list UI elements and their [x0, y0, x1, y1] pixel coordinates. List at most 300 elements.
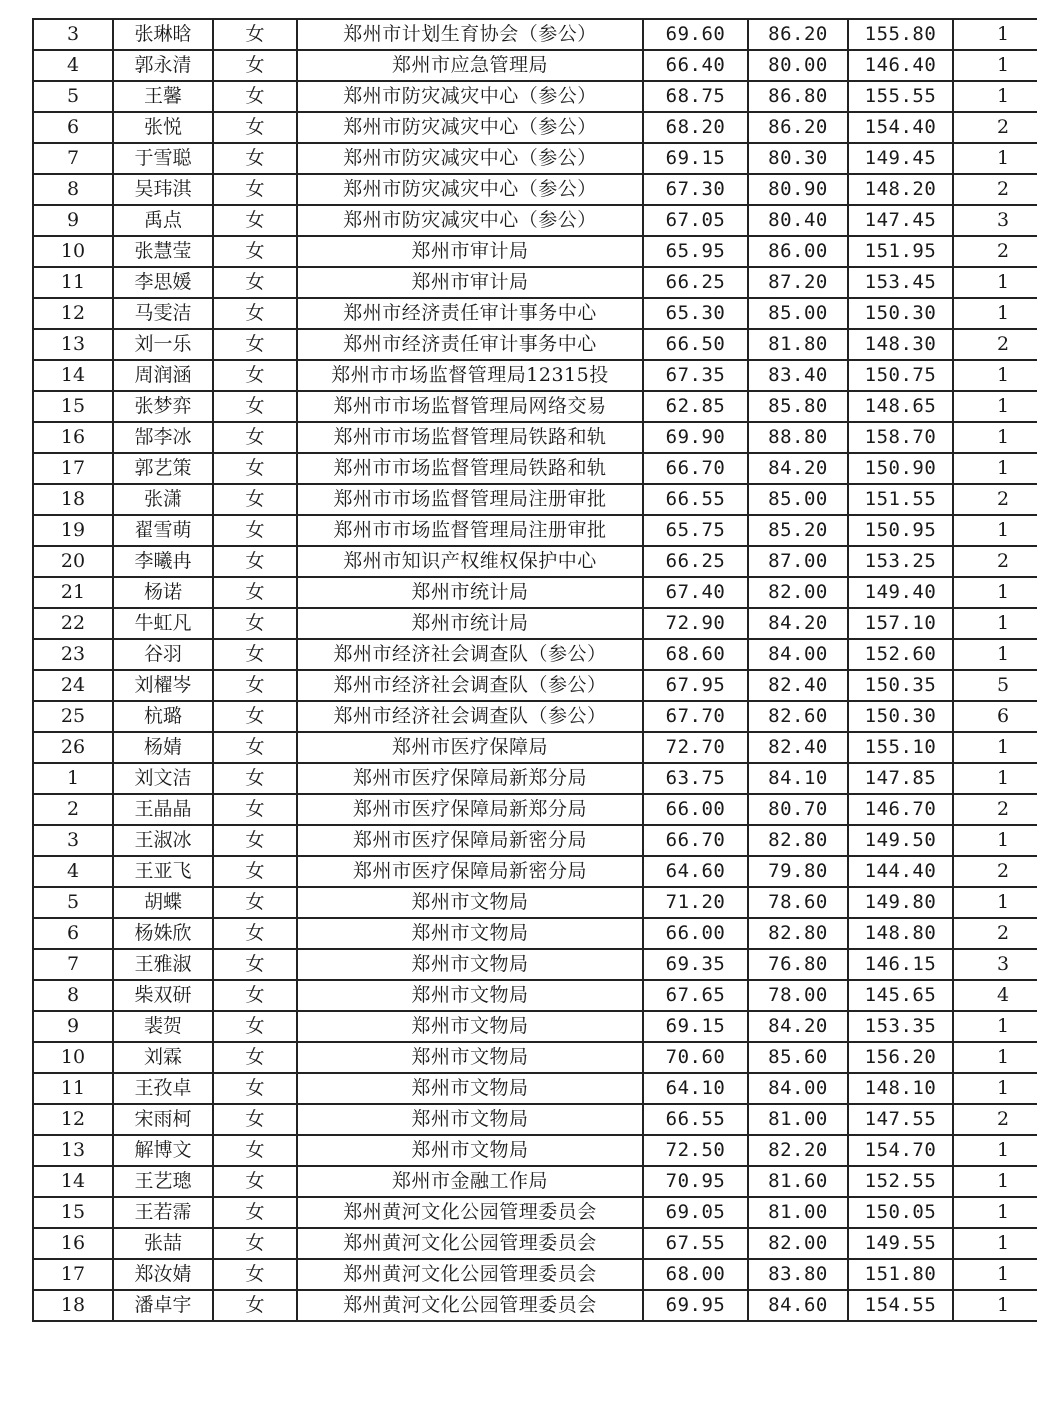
rank-cell: 2	[953, 546, 1037, 577]
rank-cell: 1	[953, 1259, 1037, 1290]
written-score-cell: 69.15	[643, 143, 748, 174]
unit-cell: 郑州市市场监督管理局注册审批	[297, 515, 643, 546]
interview-score-cell: 82.20	[748, 1135, 848, 1166]
gender-cell: 女	[213, 577, 297, 608]
unit-cell: 郑州市医疗保障局新郑分局	[297, 763, 643, 794]
seq-cell: 14	[33, 1166, 113, 1197]
seq-cell: 11	[33, 1073, 113, 1104]
interview-score-cell: 86.00	[748, 236, 848, 267]
gender-cell: 女	[213, 1011, 297, 1042]
table-row	[33, 484, 1037, 515]
written-score-cell: 62.85	[643, 391, 748, 422]
seq-cell: 7	[33, 143, 113, 174]
seq-cell: 20	[33, 546, 113, 577]
interview-score-cell: 80.30	[748, 143, 848, 174]
rank-cell: 3	[953, 205, 1037, 236]
name-cell: 杨婧	[113, 732, 213, 763]
written-score-cell: 64.60	[643, 856, 748, 887]
unit-cell: 郑州黄河文化公园管理委员会	[297, 1259, 643, 1290]
written-score-cell: 72.70	[643, 732, 748, 763]
gender-cell: 女	[213, 50, 297, 81]
written-score-cell: 66.25	[643, 267, 748, 298]
total-score-cell: 144.40	[848, 856, 953, 887]
total-score-cell: 155.10	[848, 732, 953, 763]
name-cell: 胡蝶	[113, 887, 213, 918]
interview-score-cell: 84.20	[748, 1011, 848, 1042]
table-row	[33, 205, 1037, 236]
total-score-cell: 148.30	[848, 329, 953, 360]
rank-cell: 1	[953, 639, 1037, 670]
interview-score-cell: 80.70	[748, 794, 848, 825]
interview-score-cell: 80.40	[748, 205, 848, 236]
total-score-cell: 154.70	[848, 1135, 953, 1166]
name-cell: 刘文洁	[113, 763, 213, 794]
table-row	[33, 1259, 1037, 1290]
seq-cell: 16	[33, 1228, 113, 1259]
total-score-cell: 150.35	[848, 670, 953, 701]
unit-cell: 郑州市医疗保障局	[297, 732, 643, 763]
table-row	[33, 267, 1037, 298]
unit-cell: 郑州市市场监督管理局注册审批	[297, 484, 643, 515]
unit-cell: 郑州市医疗保障局新密分局	[297, 825, 643, 856]
interview-score-cell: 87.20	[748, 267, 848, 298]
table-row	[33, 670, 1037, 701]
unit-cell: 郑州市文物局	[297, 1073, 643, 1104]
name-cell: 郑汝婧	[113, 1259, 213, 1290]
interview-score-cell: 82.80	[748, 825, 848, 856]
interview-score-cell: 84.60	[748, 1290, 848, 1321]
name-cell: 郭永清	[113, 50, 213, 81]
rank-cell: 1	[953, 1166, 1037, 1197]
table-row	[33, 81, 1037, 112]
table-row	[33, 422, 1037, 453]
total-score-cell: 151.95	[848, 236, 953, 267]
written-score-cell: 68.60	[643, 639, 748, 670]
interview-score-cell: 76.80	[748, 949, 848, 980]
name-cell: 翟雪萌	[113, 515, 213, 546]
rank-cell: 5	[953, 670, 1037, 701]
total-score-cell: 150.05	[848, 1197, 953, 1228]
table-row	[33, 1228, 1037, 1259]
unit-cell: 郑州市防灾减灾中心（参公）	[297, 112, 643, 143]
name-cell: 禹点	[113, 205, 213, 236]
unit-cell: 郑州市防灾减灾中心（参公）	[297, 205, 643, 236]
total-score-cell: 150.30	[848, 701, 953, 732]
table-row	[33, 887, 1037, 918]
name-cell: 郜李冰	[113, 422, 213, 453]
rank-cell: 2	[953, 236, 1037, 267]
seq-cell: 8	[33, 174, 113, 205]
seq-cell: 3	[33, 19, 113, 50]
table-row	[33, 1166, 1037, 1197]
rank-cell: 1	[953, 422, 1037, 453]
rank-cell: 1	[953, 1011, 1037, 1042]
interview-score-cell: 84.00	[748, 1073, 848, 1104]
written-score-cell: 69.90	[643, 422, 748, 453]
written-score-cell: 69.35	[643, 949, 748, 980]
seq-cell: 6	[33, 112, 113, 143]
table-row	[33, 732, 1037, 763]
written-score-cell: 66.55	[643, 1104, 748, 1135]
written-score-cell: 67.30	[643, 174, 748, 205]
gender-cell: 女	[213, 1259, 297, 1290]
seq-cell: 7	[33, 949, 113, 980]
written-score-cell: 65.95	[643, 236, 748, 267]
seq-cell: 10	[33, 1042, 113, 1073]
total-score-cell: 149.40	[848, 577, 953, 608]
name-cell: 王雅淑	[113, 949, 213, 980]
seq-cell: 15	[33, 391, 113, 422]
table-row	[33, 546, 1037, 577]
written-score-cell: 69.60	[643, 19, 748, 50]
name-cell: 杨姝欣	[113, 918, 213, 949]
written-score-cell: 68.00	[643, 1259, 748, 1290]
seq-cell: 15	[33, 1197, 113, 1228]
seq-cell: 19	[33, 515, 113, 546]
table-row	[33, 980, 1037, 1011]
table-row	[33, 112, 1037, 143]
rank-cell: 1	[953, 143, 1037, 174]
seq-cell: 17	[33, 453, 113, 484]
written-score-cell: 72.90	[643, 608, 748, 639]
seq-cell: 18	[33, 1290, 113, 1321]
unit-cell: 郑州市统计局	[297, 608, 643, 639]
total-score-cell: 149.55	[848, 1228, 953, 1259]
total-score-cell: 150.30	[848, 298, 953, 329]
rank-cell: 2	[953, 794, 1037, 825]
unit-cell: 郑州黄河文化公园管理委员会	[297, 1228, 643, 1259]
total-score-cell: 155.80	[848, 19, 953, 50]
interview-score-cell: 82.60	[748, 701, 848, 732]
gender-cell: 女	[213, 143, 297, 174]
total-score-cell: 154.40	[848, 112, 953, 143]
rank-cell: 1	[953, 1135, 1037, 1166]
interview-score-cell: 80.00	[748, 50, 848, 81]
gender-cell: 女	[213, 918, 297, 949]
name-cell: 张喆	[113, 1228, 213, 1259]
seq-cell: 22	[33, 608, 113, 639]
name-cell: 杭璐	[113, 701, 213, 732]
total-score-cell: 150.90	[848, 453, 953, 484]
written-score-cell: 63.75	[643, 763, 748, 794]
gender-cell: 女	[213, 174, 297, 205]
score-table-body	[33, 19, 1037, 1321]
total-score-cell: 147.55	[848, 1104, 953, 1135]
table-row	[33, 1104, 1037, 1135]
unit-cell: 郑州市经济社会调查队（参公）	[297, 701, 643, 732]
interview-score-cell: 78.60	[748, 887, 848, 918]
total-score-cell: 146.15	[848, 949, 953, 980]
rank-cell: 1	[953, 1042, 1037, 1073]
name-cell: 王晶晶	[113, 794, 213, 825]
total-score-cell: 146.40	[848, 50, 953, 81]
seq-cell: 11	[33, 267, 113, 298]
written-score-cell: 70.60	[643, 1042, 748, 1073]
seq-cell: 18	[33, 484, 113, 515]
total-score-cell: 152.55	[848, 1166, 953, 1197]
rank-cell: 2	[953, 856, 1037, 887]
table-row	[33, 577, 1037, 608]
written-score-cell: 68.75	[643, 81, 748, 112]
rank-cell: 1	[953, 19, 1037, 50]
gender-cell: 女	[213, 360, 297, 391]
interview-score-cell: 86.80	[748, 81, 848, 112]
total-score-cell: 150.95	[848, 515, 953, 546]
gender-cell: 女	[213, 298, 297, 329]
interview-score-cell: 85.00	[748, 484, 848, 515]
name-cell: 潘卓宇	[113, 1290, 213, 1321]
total-score-cell: 151.55	[848, 484, 953, 515]
written-score-cell: 66.70	[643, 453, 748, 484]
seq-cell: 3	[33, 825, 113, 856]
rank-cell: 2	[953, 329, 1037, 360]
interview-score-cell: 82.00	[748, 577, 848, 608]
total-score-cell: 154.55	[848, 1290, 953, 1321]
seq-cell: 6	[33, 918, 113, 949]
table-row	[33, 298, 1037, 329]
name-cell: 宋雨柯	[113, 1104, 213, 1135]
seq-cell: 12	[33, 298, 113, 329]
interview-score-cell: 84.10	[748, 763, 848, 794]
name-cell: 谷羽	[113, 639, 213, 670]
name-cell: 柴双研	[113, 980, 213, 1011]
table-row	[33, 1197, 1037, 1228]
gender-cell: 女	[213, 484, 297, 515]
gender-cell: 女	[213, 1290, 297, 1321]
interview-score-cell: 88.80	[748, 422, 848, 453]
name-cell: 张慧莹	[113, 236, 213, 267]
unit-cell: 郑州黄河文化公园管理委员会	[297, 1290, 643, 1321]
written-score-cell: 65.75	[643, 515, 748, 546]
rank-cell: 1	[953, 1197, 1037, 1228]
rank-cell: 2	[953, 1104, 1037, 1135]
unit-cell: 郑州市文物局	[297, 980, 643, 1011]
total-score-cell: 156.20	[848, 1042, 953, 1073]
rank-cell: 1	[953, 391, 1037, 422]
rank-cell: 6	[953, 701, 1037, 732]
gender-cell: 女	[213, 639, 297, 670]
name-cell: 刘一乐	[113, 329, 213, 360]
rank-cell: 1	[953, 732, 1037, 763]
seq-cell: 24	[33, 670, 113, 701]
written-score-cell: 67.55	[643, 1228, 748, 1259]
name-cell: 于雪聪	[113, 143, 213, 174]
written-score-cell: 67.40	[643, 577, 748, 608]
gender-cell: 女	[213, 701, 297, 732]
table-row	[33, 236, 1037, 267]
table-row	[33, 1073, 1037, 1104]
unit-cell: 郑州市市场监督管理局网络交易	[297, 391, 643, 422]
rank-cell: 1	[953, 50, 1037, 81]
table-row	[33, 763, 1037, 794]
total-score-cell: 151.80	[848, 1259, 953, 1290]
unit-cell: 郑州市经济社会调查队（参公）	[297, 670, 643, 701]
seq-cell: 4	[33, 50, 113, 81]
seq-cell: 4	[33, 856, 113, 887]
gender-cell: 女	[213, 453, 297, 484]
written-score-cell: 68.20	[643, 112, 748, 143]
total-score-cell: 148.20	[848, 174, 953, 205]
rank-cell: 1	[953, 763, 1037, 794]
written-score-cell: 67.65	[643, 980, 748, 1011]
seq-cell: 21	[33, 577, 113, 608]
gender-cell: 女	[213, 856, 297, 887]
total-score-cell: 147.85	[848, 763, 953, 794]
unit-cell: 郑州市医疗保障局新密分局	[297, 856, 643, 887]
interview-score-cell: 82.80	[748, 918, 848, 949]
table-row	[33, 174, 1037, 205]
name-cell: 李思媛	[113, 267, 213, 298]
gender-cell: 女	[213, 949, 297, 980]
unit-cell: 郑州市防灾减灾中心（参公）	[297, 174, 643, 205]
name-cell: 杨诺	[113, 577, 213, 608]
name-cell: 吴玮淇	[113, 174, 213, 205]
total-score-cell: 149.50	[848, 825, 953, 856]
name-cell: 王孜卓	[113, 1073, 213, 1104]
unit-cell: 郑州市文物局	[297, 949, 643, 980]
table-row	[33, 1290, 1037, 1321]
rank-cell: 1	[953, 81, 1037, 112]
written-score-cell: 66.55	[643, 484, 748, 515]
unit-cell: 郑州市计划生育协会（参公）	[297, 19, 643, 50]
name-cell: 马雯洁	[113, 298, 213, 329]
unit-cell: 郑州市市场监督管理局铁路和轨	[297, 422, 643, 453]
seq-cell: 9	[33, 1011, 113, 1042]
gender-cell: 女	[213, 1104, 297, 1135]
rank-cell: 1	[953, 608, 1037, 639]
name-cell: 刘霖	[113, 1042, 213, 1073]
written-score-cell: 67.95	[643, 670, 748, 701]
unit-cell: 郑州市审计局	[297, 236, 643, 267]
interview-score-cell: 83.40	[748, 360, 848, 391]
name-cell: 王淑冰	[113, 825, 213, 856]
written-score-cell: 66.40	[643, 50, 748, 81]
name-cell: 王艺璁	[113, 1166, 213, 1197]
total-score-cell: 148.80	[848, 918, 953, 949]
unit-cell: 郑州市文物局	[297, 1042, 643, 1073]
total-score-cell: 147.45	[848, 205, 953, 236]
unit-cell: 郑州市经济责任审计事务中心	[297, 329, 643, 360]
rank-cell: 3	[953, 949, 1037, 980]
seq-cell: 5	[33, 81, 113, 112]
rank-cell: 1	[953, 298, 1037, 329]
gender-cell: 女	[213, 887, 297, 918]
name-cell: 李曦冉	[113, 546, 213, 577]
name-cell: 张梦弈	[113, 391, 213, 422]
written-score-cell: 67.05	[643, 205, 748, 236]
interview-score-cell: 79.80	[748, 856, 848, 887]
rank-cell: 1	[953, 577, 1037, 608]
interview-score-cell: 84.20	[748, 608, 848, 639]
gender-cell: 女	[213, 980, 297, 1011]
gender-cell: 女	[213, 825, 297, 856]
written-score-cell: 69.05	[643, 1197, 748, 1228]
table-row	[33, 701, 1037, 732]
table-row	[33, 391, 1037, 422]
seq-cell: 25	[33, 701, 113, 732]
name-cell: 周润涵	[113, 360, 213, 391]
total-score-cell: 157.10	[848, 608, 953, 639]
written-score-cell: 71.20	[643, 887, 748, 918]
written-score-cell: 69.95	[643, 1290, 748, 1321]
table-row	[33, 143, 1037, 174]
unit-cell: 郑州市防灾减灾中心（参公）	[297, 81, 643, 112]
unit-cell: 郑州市审计局	[297, 267, 643, 298]
gender-cell: 女	[213, 763, 297, 794]
seq-cell: 23	[33, 639, 113, 670]
interview-score-cell: 85.80	[748, 391, 848, 422]
seq-cell: 9	[33, 205, 113, 236]
name-cell: 王若霈	[113, 1197, 213, 1228]
interview-score-cell: 86.20	[748, 112, 848, 143]
score-table	[32, 18, 1037, 1322]
name-cell: 解博文	[113, 1135, 213, 1166]
gender-cell: 女	[213, 112, 297, 143]
written-score-cell: 66.00	[643, 794, 748, 825]
rank-cell: 1	[953, 887, 1037, 918]
rank-cell: 1	[953, 825, 1037, 856]
total-score-cell: 153.25	[848, 546, 953, 577]
total-score-cell: 146.70	[848, 794, 953, 825]
table-row	[33, 19, 1037, 50]
name-cell: 张琳晗	[113, 19, 213, 50]
rank-cell: 1	[953, 1290, 1037, 1321]
total-score-cell: 153.45	[848, 267, 953, 298]
seq-cell: 13	[33, 1135, 113, 1166]
total-score-cell: 148.10	[848, 1073, 953, 1104]
written-score-cell: 66.70	[643, 825, 748, 856]
name-cell: 张潇	[113, 484, 213, 515]
total-score-cell: 145.65	[848, 980, 953, 1011]
table-row	[33, 1042, 1037, 1073]
gender-cell: 女	[213, 1166, 297, 1197]
seq-cell: 5	[33, 887, 113, 918]
gender-cell: 女	[213, 205, 297, 236]
table-row	[33, 453, 1037, 484]
interview-score-cell: 85.20	[748, 515, 848, 546]
unit-cell: 郑州市经济责任审计事务中心	[297, 298, 643, 329]
gender-cell: 女	[213, 515, 297, 546]
interview-score-cell: 86.20	[748, 19, 848, 50]
unit-cell: 郑州市文物局	[297, 1135, 643, 1166]
seq-cell: 14	[33, 360, 113, 391]
table-row	[33, 856, 1037, 887]
unit-cell: 郑州市市场监督管理局铁路和轨	[297, 453, 643, 484]
seq-cell: 16	[33, 422, 113, 453]
interview-score-cell: 85.00	[748, 298, 848, 329]
unit-cell: 郑州市统计局	[297, 577, 643, 608]
interview-score-cell: 82.40	[748, 732, 848, 763]
rank-cell: 2	[953, 112, 1037, 143]
unit-cell: 郑州市文物局	[297, 1104, 643, 1135]
table-row	[33, 515, 1037, 546]
interview-score-cell: 81.80	[748, 329, 848, 360]
gender-cell: 女	[213, 1228, 297, 1259]
seq-cell: 17	[33, 1259, 113, 1290]
unit-cell: 郑州市文物局	[297, 918, 643, 949]
table-row	[33, 1011, 1037, 1042]
interview-score-cell: 82.40	[748, 670, 848, 701]
unit-cell: 郑州市知识产权维权保护中心	[297, 546, 643, 577]
total-score-cell: 153.35	[848, 1011, 953, 1042]
gender-cell: 女	[213, 1073, 297, 1104]
unit-cell: 郑州市文物局	[297, 887, 643, 918]
table-row	[33, 639, 1037, 670]
gender-cell: 女	[213, 81, 297, 112]
interview-score-cell: 84.20	[748, 453, 848, 484]
rank-cell: 2	[953, 174, 1037, 205]
gender-cell: 女	[213, 608, 297, 639]
